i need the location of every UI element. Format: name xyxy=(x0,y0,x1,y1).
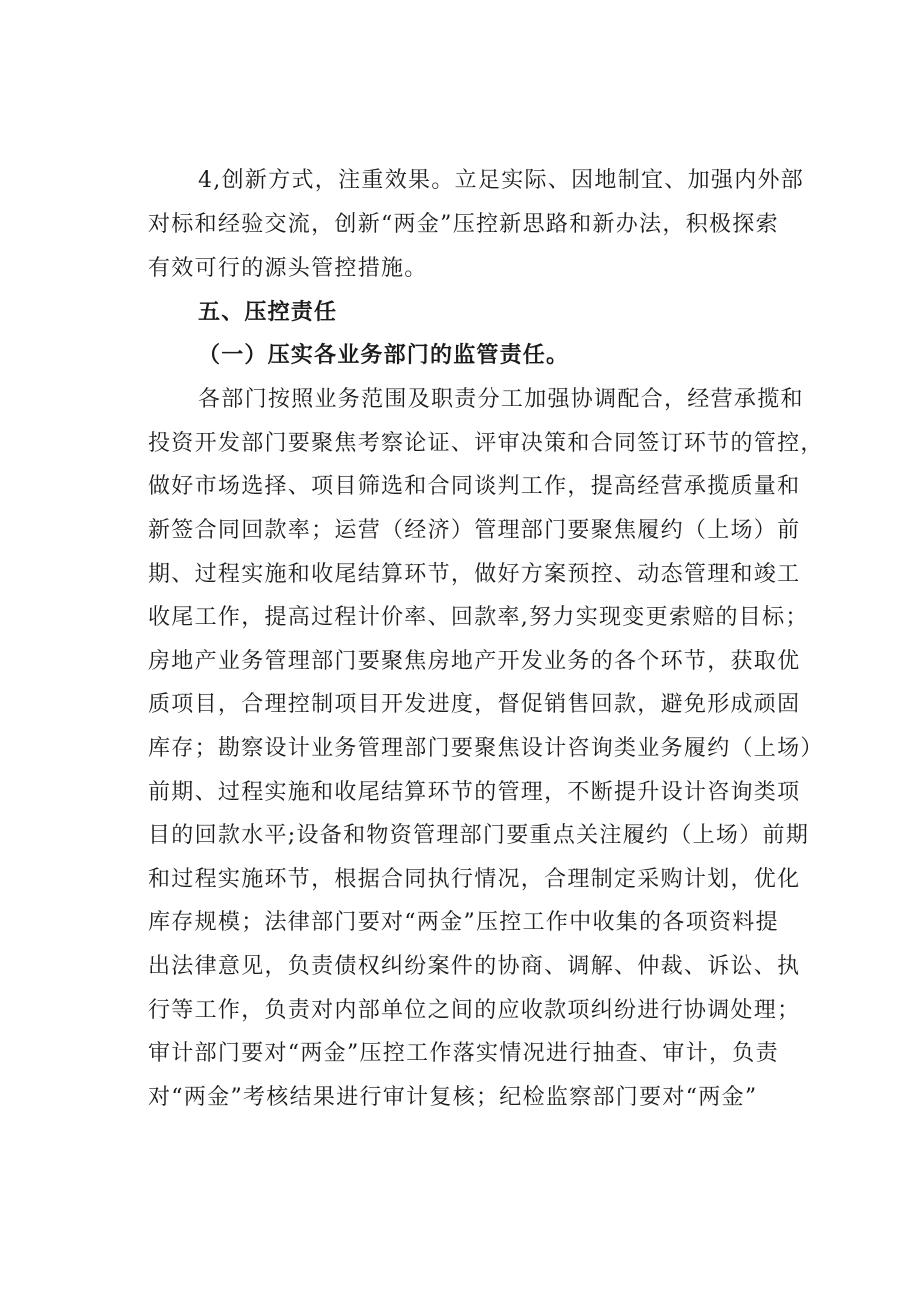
body-line-14: 出法律意见，负责债权纠纷案件的协商、调解、仲裁、诉讼、执 xyxy=(148,954,801,979)
body-line-6: 收尾工作，提高过程计价率、回款率,努力实现变更索赔的目标； xyxy=(148,605,809,630)
body-line-7: 房地产业务管理部门要聚焦房地产开发业务的各个环节，获取优 xyxy=(148,649,801,674)
body-line-1: 各部门按照业务范围及职责分工加强协调配合，经营承揽和 xyxy=(198,387,804,412)
body-line-11: 目的回款水平;设备和物资管理部门要重点关注履约（上场）前期 xyxy=(148,823,810,848)
body-line-9: 库存；勘察设计业务管理部门要聚焦设计咨询类业务履约（上场） xyxy=(148,736,824,761)
body-line-10: 前期、过程实施和收尾结算环节的管理，不断提升设计咨询类项 xyxy=(148,780,801,805)
body-line-13: 库存规模；法律部门要对“两金”压控工作中收集的各项资料提 xyxy=(148,910,779,935)
body-line-2: 投资开发部门要聚焦考察论证、评审决策和合同签订环节的管控， xyxy=(148,431,824,456)
body-line-3: 做好市场选择、项目筛选和合同谈判工作，提高经营承揽质量和 xyxy=(148,474,801,499)
subsection-heading: （一）压实各业务部门的监管责任。 xyxy=(198,343,570,368)
body-line-4: 新签合同回款率；运营（经济）管理部门要聚焦履约（上场）前 xyxy=(148,518,801,543)
section-heading: 五、压控责任 xyxy=(198,300,338,325)
body-line-12: 和过程实施环节，根据合同执行情况，合理制定采购计划，优化 xyxy=(148,867,801,892)
body-line-16: 审计部门要对“两金”压控工作落实情况进行抽查、审计，负责 xyxy=(148,1041,779,1066)
paragraph-4-line-1: 4,创新方式，注重效果。立足实际、因地制宜、加强内外部 xyxy=(198,168,805,193)
body-line-17: 对“两金”考核结果进行审计复核；纪检监察部门要对“两金” xyxy=(148,1085,758,1110)
body-line-8: 质项目，合理控制项目开发进度，督促销售回款，避免形成顽固 xyxy=(148,692,801,717)
paragraph-4-line-2: 对标和经验交流，创新“两金”压控新思路和新办法，积极探索 xyxy=(148,212,779,237)
paragraph-4-line-3: 有效可行的源头管控措施。 xyxy=(148,256,428,281)
body-line-5: 期、过程实施和收尾结算环节，做好方案预控、动态管理和竣工 xyxy=(148,562,801,587)
body-line-15: 行等工作，负责对内部单位之间的应收款项纠纷进行协调处理； xyxy=(148,998,801,1023)
